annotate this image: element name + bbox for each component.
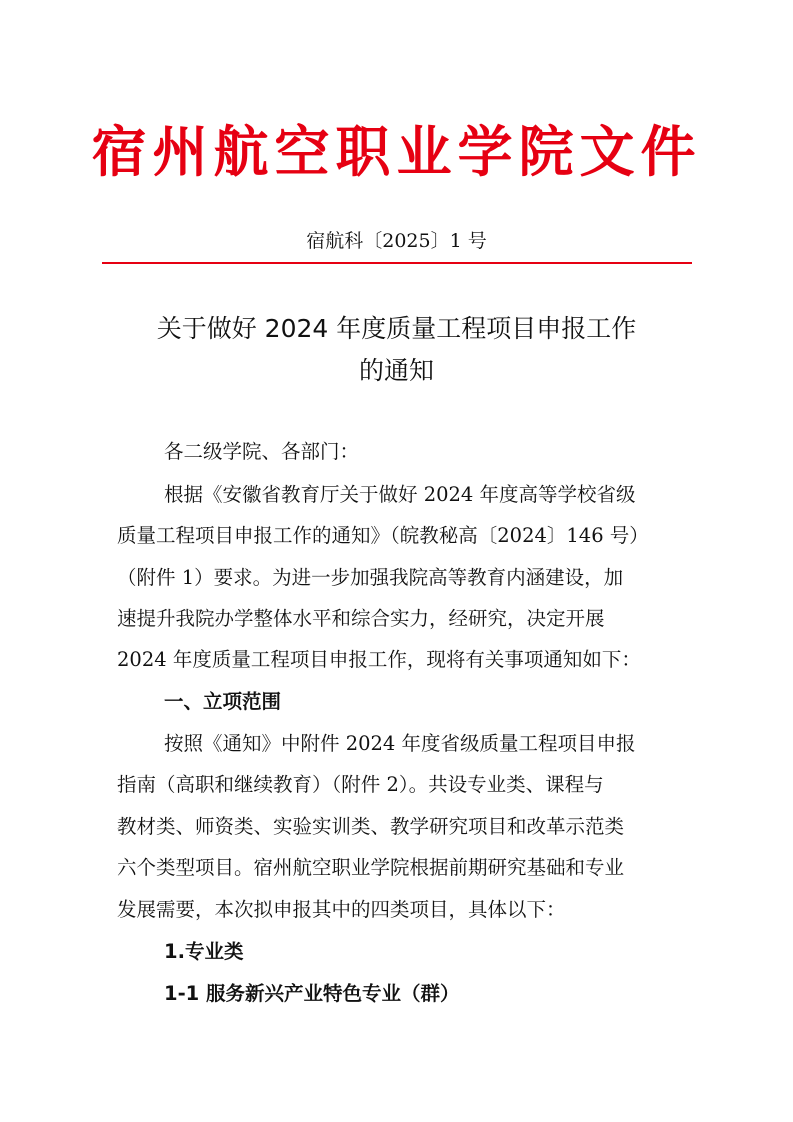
document-header-title: 宿州航空职业学院文件 xyxy=(91,120,702,184)
sub-heading-professional: 1.专业类 xyxy=(164,940,244,963)
sub-heading-emerging-industry: 1-1 服务新兴产业特色专业（群） xyxy=(164,982,460,1005)
paragraph-2-line: 指南（高职和继续教育）（附件 2）。共设专业类、课程与 xyxy=(117,773,604,796)
notice-title-line-2: 的通知 xyxy=(358,356,434,385)
paragraph-1-line: 质量工程项目申报工作的通知》（皖教秘高〔2024〕146 号） xyxy=(117,524,649,547)
notice-title-line-1: 关于做好 2024 年度质量工程项目申报工作 xyxy=(156,314,637,343)
salutation: 各二级学院、各部门： xyxy=(164,440,360,463)
document-number: 宿航科〔2025〕1 号 xyxy=(306,230,487,252)
paragraph-1-line: 2024 年度质量工程项目申报工作，现将有关事项通知如下： xyxy=(117,648,641,671)
paragraph-2-line: 六个类型项目。宿州航空职业学院根据前期研究基础和专业 xyxy=(117,856,625,879)
paragraph-1-line: （附件 1）要求。为进一步加强我院高等教育内涵建设，加 xyxy=(117,566,624,589)
section-heading-scope: 一、立项范围 xyxy=(164,690,282,713)
paragraph-2-line: 教材类、师资类、实验实训类、教学研究项目和改革示范类 xyxy=(117,815,625,838)
paragraph-2-line: 发展需要，本次拟申报其中的四类项目，具体以下： xyxy=(117,898,566,921)
paragraph-1-line: 速提升我院办学整体水平和综合实力，经研究，决定开展 xyxy=(117,607,605,630)
paragraph-2-line: 按照《通知》中附件 2024 年度省级质量工程项目申报 xyxy=(164,732,636,755)
header-red-rule xyxy=(102,262,692,264)
paragraph-1-line: 根据《安徽省教育厅关于做好 2024 年度高等学校省级 xyxy=(164,483,636,506)
